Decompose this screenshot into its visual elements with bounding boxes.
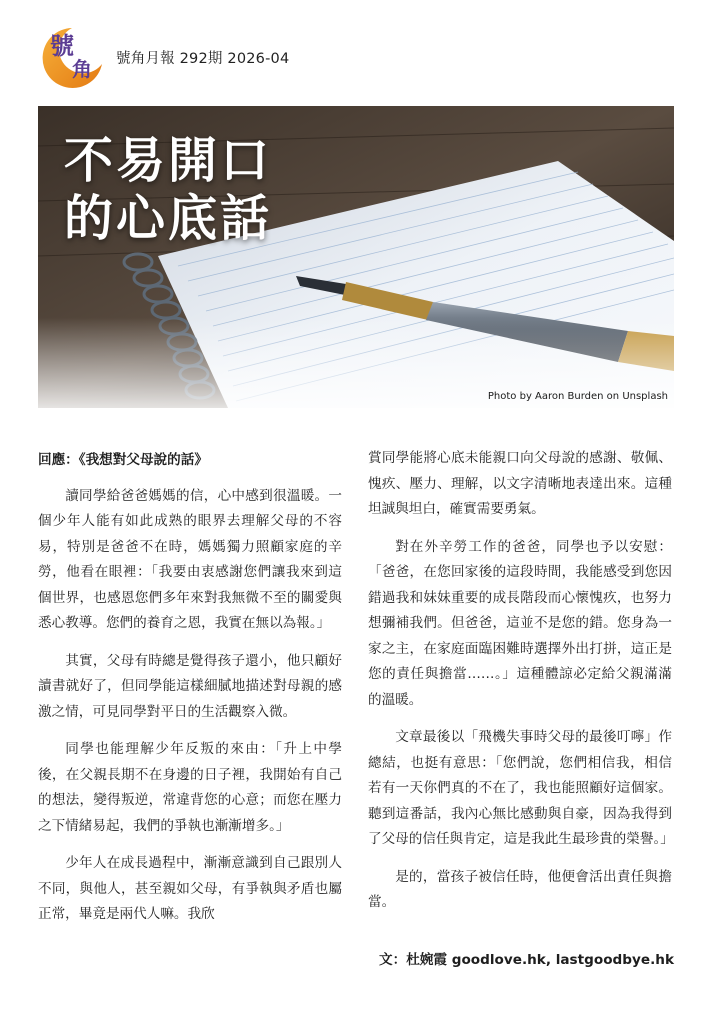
photo-credit: Photo by Aaron Burden on Unsplash xyxy=(487,391,668,402)
article-title xyxy=(64,132,272,248)
title-line-2: 的心底話 xyxy=(64,190,273,247)
svg-text:角: 角 xyxy=(72,57,92,81)
paragraph: 讀同學給爸爸媽媽的信，心中感到很溫暖。一個少年人能有如此成熟的眼界去理解父母的不容易，特別是爸爸不在時，媽媽獨力照顧家庭的辛勞，他看在眼裡：「我要由衷感謝您們讓我來到這個世界，也感恩您們多年來對我無微不至的關愛與悉心教導。您們的養育之恩，我實在無以為報。」 xyxy=(38,487,342,631)
title-line-1: 不易開口 xyxy=(64,132,273,189)
paragraph: 其實，父母有時總是覺得孩子還小，他只顧好讀書就好了，但同學能這樣細膩地描述對母親的感激之情，可見同學對平日的生活觀察入微。 xyxy=(38,652,342,720)
paragraph-continuation: 賞同學能將心底未能親口向父母說的感謝、敬佩、愧疚、壓力、理解，以文字清晰地表達出來。這種坦誠與坦白，確實需要勇氣。 xyxy=(368,450,672,517)
header xyxy=(38,20,338,90)
article-heading: 回應：《我想對父母說的話》 xyxy=(38,452,208,468)
author-byline: 文：杜婉霞 goodlove.hk, lastgoodbye.hk xyxy=(379,952,674,968)
paragraph: 是的，當孩子被信任時，他便會活出責任與擔當。 xyxy=(368,868,672,910)
article-column-right xyxy=(368,446,672,928)
article-column-left xyxy=(38,448,342,940)
paragraph: 對在外辛勞工作的爸爸，同學也予以安慰：「爸爸，在您回家後的這段時間，我能感受到您因錯過我和妹妹重要的成長階段而心懷愧疚，也努力想彌補我們。但爸爸，這並不是您的錯。您身為一家之主，在家庭面臨困難時選擇外出打拼，這正是您的責任與擔當……。」這種體諒必定給父親滿滿的溫暖。 xyxy=(368,538,672,708)
svg-text:號: 號 xyxy=(50,31,74,60)
paragraph: 少年人在成長過程中，漸漸意識到自己跟別人不同，與他人，甚至親如父母，有爭執與矛盾也屬正常，畢竟是兩代人嘛。我欣 xyxy=(38,855,342,922)
publication-logo xyxy=(38,24,110,90)
paragraph: 同學也能理解少年反叛的來由：「升上中學後，在父親長期不在身邊的日子裡，我開始有自己的想法，變得叛逆，常違背您的心意；而您在壓力之下情緒易起，我們的爭執也漸漸增多。」 xyxy=(38,741,342,834)
hero-image xyxy=(38,106,674,408)
masthead: 號角月報 292期 2026-04 xyxy=(116,51,290,67)
paragraph: 文章最後以「飛機失事時父母的最後叮嚀」作總結，也挺有意思：「您們說，您們相信我，相信若有一天你們真的不在了，我也能照顧好這個家。聽到這番話，我內心無比感動與自豪，因為我得到了父母的信任與肯定，這是我此生最珍貴的榮譽。」 xyxy=(368,729,674,847)
